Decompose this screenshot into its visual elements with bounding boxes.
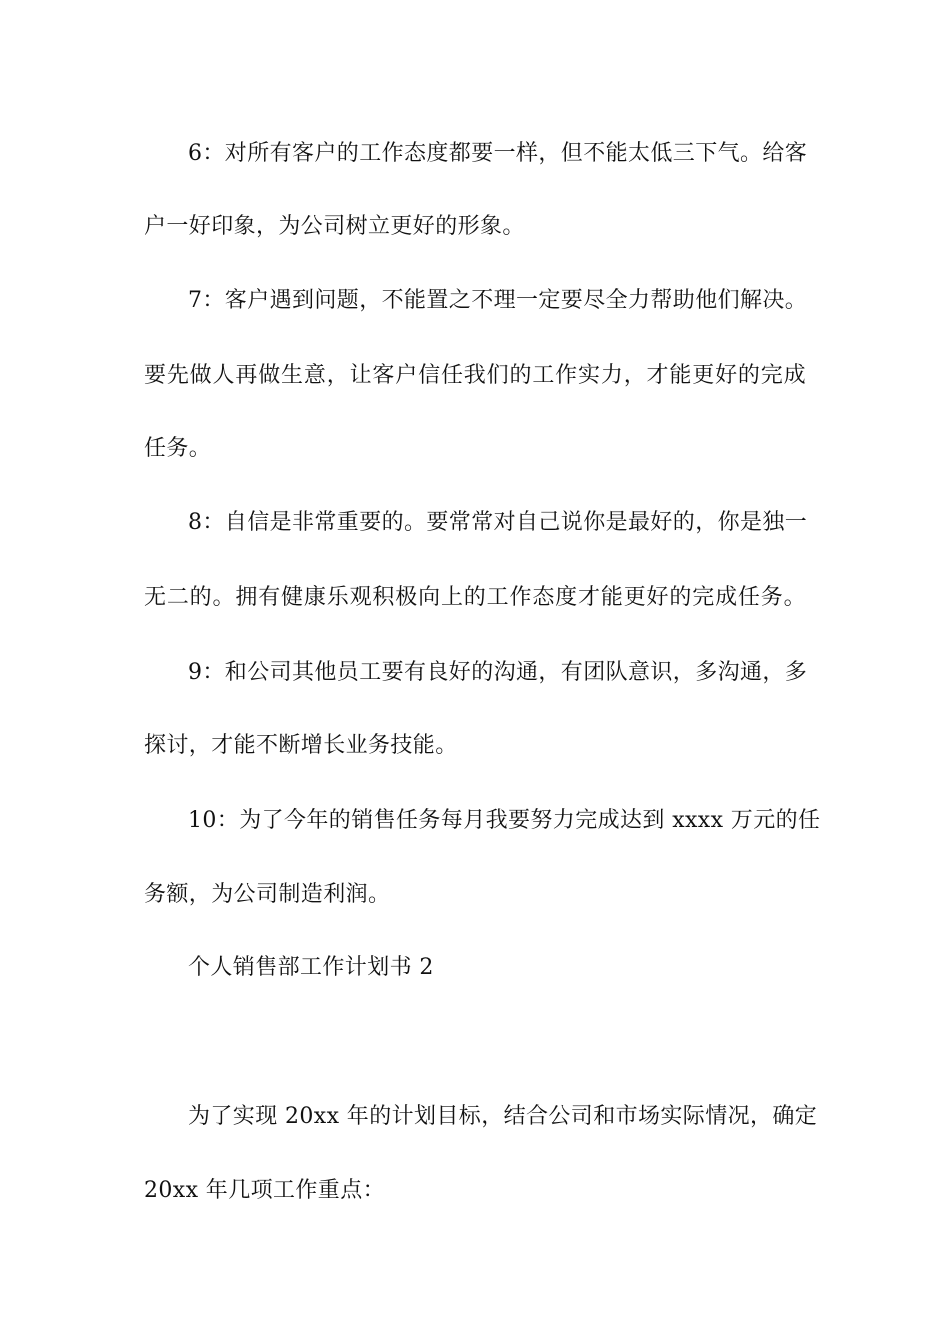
paragraph-10-line-2: 务额，为公司制造利润。: [144, 882, 391, 907]
paragraph-7-line-3: 任务。: [144, 436, 212, 461]
paragraph-7-line-1: 7：客户遇到问题，不能置之不理一定要尽全力帮助他们解决。: [188, 288, 808, 313]
paragraph-6-line-1: 6：对所有客户的工作态度都要一样，但不能太低三下气。给客: [188, 141, 808, 166]
paragraph-8-line-2: 无二的。拥有健康乐观积极向上的工作态度才能更好的完成任务。: [144, 585, 806, 610]
intro-line-2: 20xx 年几项工作重点：: [144, 1178, 386, 1203]
paragraph-8-line-1: 8：自信是非常重要的。要常常对自己说你是最好的，你是独一: [188, 510, 808, 535]
paragraph-7-line-2: 要先做人再做生意，让客户信任我们的工作实力，才能更好的完成: [144, 363, 806, 388]
paragraph-9-line-2: 探讨，才能不断增长业务技能。: [144, 733, 458, 758]
paragraph-6-line-2: 户一好印象，为公司树立更好的形象。: [144, 214, 525, 239]
paragraph-10-line-1: 10：为了今年的销售任务每月我要努力完成达到 xxxx 万元的任: [188, 808, 821, 833]
paragraph-9-line-1: 9：和公司其他员工要有良好的沟通，有团队意识，多沟通，多: [188, 660, 808, 685]
section-heading: 个人销售部工作计划书 2: [188, 955, 434, 980]
intro-line-1: 为了实现 20xx 年的计划目标，结合公司和市场实际情况，确定: [188, 1104, 818, 1129]
